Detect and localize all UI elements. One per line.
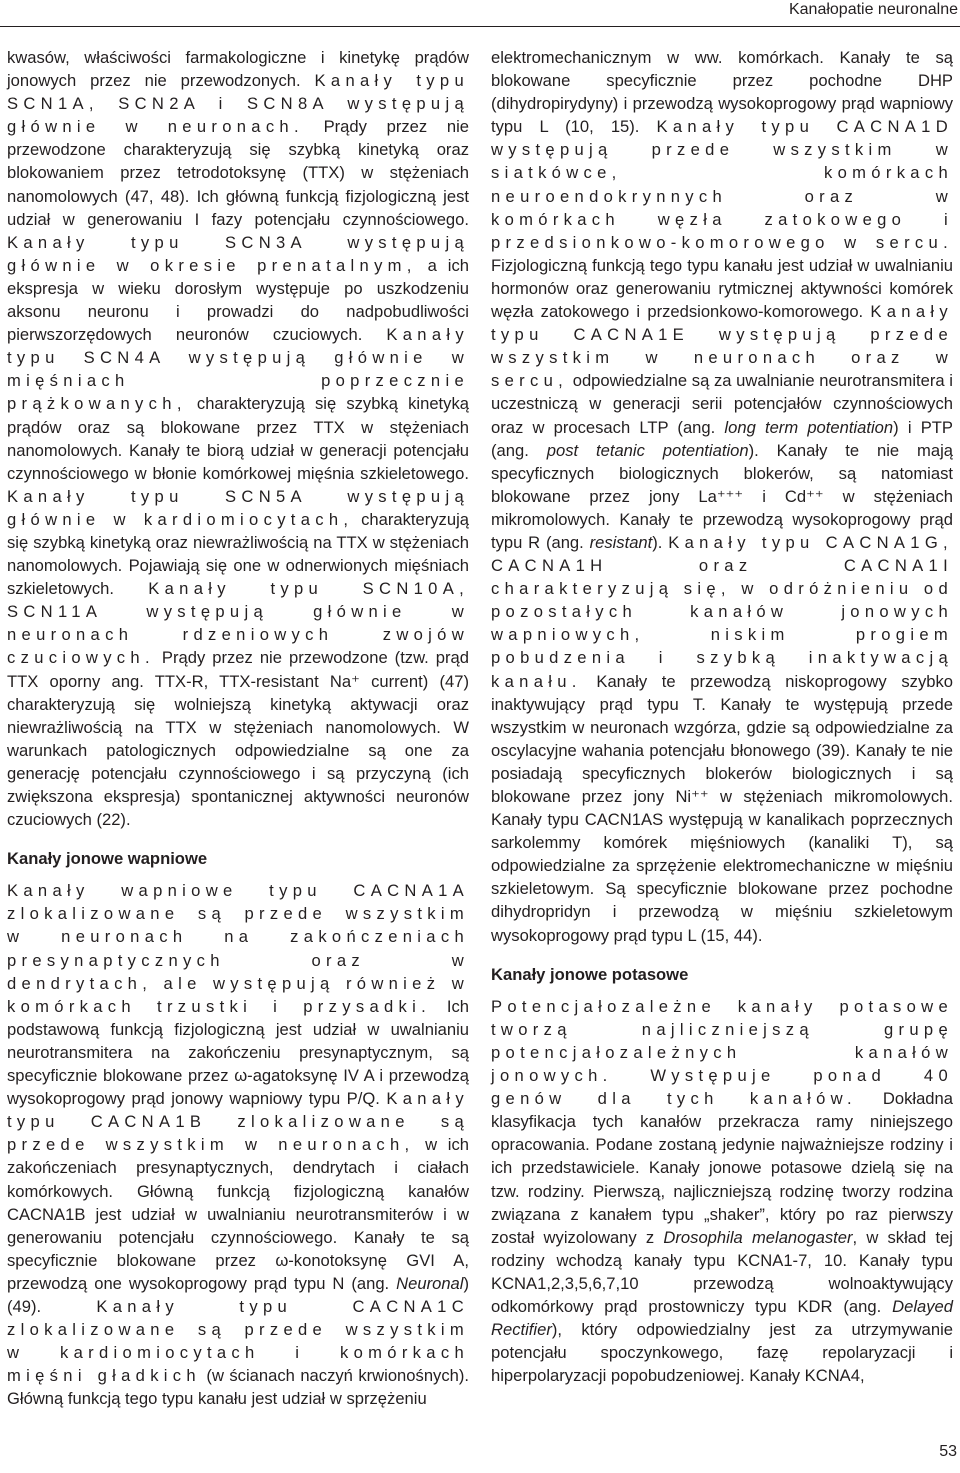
spaced-text: Potencjałozależne kanały potasowe tworzą najliczniejszą grupę potencjałozależnych kanałów jonowych. Występuje ponad 40 genów dla tych kanałów.: [491, 996, 953, 1109]
italic-text: Delayed Rectifier: [491, 1296, 953, 1340]
text-run: Ich podstawową funkcją fizjologiczną jest udział w uwalnianiu neurotransmitera na zakończeniu presynaptycznym, są specyficznie blokowane przez ω-agatoksynę IV A i przewodzą wysokoprogowy prąd jonowy wapniowy typu P/Q.: [7, 996, 470, 1109]
spaced-text: Kanały typu SCN5A występują głównie w kardiomiocytach,: [7, 486, 469, 529]
section-heading-potassium: Kanały jonowe potasowe: [491, 964, 689, 984]
spaced-text: Kanały typu CACNA1G, CACNA1H oraz CACNA1I charakteryzują się, w odróżnieniu od pozostałych kanałów jonowych wapniowych, niskim progiem pobudzenia i szybką inaktywacją kanału.: [491, 532, 953, 691]
spaced-text: Kanały typu SCN10A, SCN11A występują głównie w neuronach rdzeniowych zwojów czuciowych.: [7, 579, 469, 668]
section-heading-calcium: Kanały jonowe wapniowe: [7, 849, 208, 869]
spaced-text: Kanały typu SCN1A, SCN2A i SCN8A występują głównie w neuronach.: [7, 71, 469, 137]
text-run: Dokładna klasyfikacja tych kanałów przekracza ramy niniejszego opracowania. Podane zostaną jedynie najważniejsze rodziny i ich przedstawiciele. Kanały jonowe potasowe dzielą się na tzw. rodziny. Pierwszą, najliczniejszą rodzinę tworzy rodzina związana z kanałem typu „shaker”, który po raz pierwszy został wyizolowany z: [491, 1089, 953, 1247]
italic-text: resistant: [589, 532, 653, 552]
spaced-text: Kanały typu SCN3A występują głównie w okresie prenatalnym,: [7, 232, 469, 275]
spaced-text: Kanały typu SCN4A występują głównie w mięśniach poprzecznie prążkowanych,: [7, 325, 469, 414]
text-run: Prądy przez nie przewodzone charakteryzują się szybką kinetyką oraz blokowaniem przez tetrodotoksynę (TTX) w stężeniach nanomolowych (47, 48). Ich główną funkcją fizjologiczną jest udział w generowaniu I fazy potencjału czynnościowego.: [7, 117, 469, 229]
text-run: kwasów, właściwości farmakologiczne i kinetykę prądów jonowych przez nie przewodzonych.: [7, 48, 469, 91]
spaced-text: Kanały typu CACNA1E występują przede wszystkim w neuronach oraz w sercu,: [491, 302, 953, 391]
text-run: a ich ekspresja w wieku dorosłym występuje po uszkodzeniu aksonu neuronu i prowadzi do nadpobudliwości pierwszorzędowych neuronów czuciowych.: [7, 255, 469, 345]
text-run: Fizjologiczną funkcją tego typu kanału jest udział w uwalnianiu hormonów oraz generowaniu rytmicznej aktywności komórek węzła zatokowego i przedsionkowo-komorowego.: [491, 255, 953, 322]
text-run: (w ścianach naczyń krwionośnych). Główną funkcją tego typu kanału jest udział w sprzężeniu: [7, 1366, 470, 1409]
left-column: [7, 46, 469, 1410]
header-rule: [0, 26, 960, 27]
paragraph: [7, 46, 469, 831]
text-run: ). Kanały te nie mają specyficznych biologicznych blokerów, są natomiast blokowane przez jony La⁺⁺⁺ i Cd⁺⁺ w stężeniach mikromolowych. Kanały te przewodzą wysokoprogowy prąd typu R (ang.: [491, 440, 954, 552]
text-run: charakteryzują się szybką kinetyką prądów oraz są blokowane przez TTX w stężeniach nanomolowych. Kanały te biorą udział w generacji potencjału czynnościowego w błonie komórkowej mięśnia szkieletowego.: [7, 394, 469, 483]
paragraph: [491, 46, 953, 947]
page-number: 53: [939, 1443, 957, 1460]
text-run: elektromechanicznym w ww. komórkach. Kanały te są blokowane specyficznie przez pochodne DHP (dihydropirydyny) i przewodzą wysokoprogowy prąd wapniowy typu L (10, 15).: [491, 48, 953, 137]
paragraph: [7, 879, 469, 1410]
text-run: , w skład tej rodziny wchodzą kanały typu KCNA1-7, 10. Kanały typu KCNA1,2,3,5,6,7,10 przewodzą wolnoaktywujący odkomórkowy prąd prostowniczy typu KDR (ang.: [491, 1227, 953, 1316]
text-run: ) (49).: [7, 1273, 469, 1316]
running-header: Kanałopatie neuronalne: [788, 1, 958, 18]
text-run: ).: [652, 532, 669, 552]
text-run: ), który odpowiedzialny jest za utrzymywanie potencjału spoczynkowego, fazę repolaryzacji i hiperpolaryzacji popobudzeniowej. Kanały KCNA4,: [491, 1320, 953, 1386]
text-run: ) i PTP (ang.: [491, 417, 953, 460]
spaced-text: Kanały typu CACNA1C zlokalizowane są przede wszystkim w kardiomiocytach i komórkach mięśni gładkich: [7, 1296, 469, 1386]
right-column: [491, 46, 953, 1387]
spaced-text: Kanały wapniowe typu CACNA1A zlokalizowane są przede wszystkim w neuronach na zakończeniach presynaptycznych oraz w dendrytach, ale występują również w komórkach trzustki i przysadki.: [7, 881, 469, 1016]
text-run: w ich zakończeniach presynaptycznych, dendrytach i ciałach komórkowych. Główną funkcją fizjologiczną kanałów CACNA1B jest udział w uwalnianiu neurotransmiterów i w generowaniu potencjału czynnościowego. Kanały te są specyficznie blokowane przez ω-konotoksynę GVI A, przewodzą one wysokoprogowy prąd typu N (ang.: [7, 1135, 469, 1293]
text-run: odpowiedzialne są za uwalnianie neurotransmitera i uczestniczą w generacji serii potencjałów czynnościowych oraz w procesach LTP (ang.: [491, 371, 953, 437]
spaced-text: Kanały typu CACNA1B zlokalizowane są przede wszystkim w neuronach,: [7, 1089, 469, 1155]
italic-text: Drosophila melanogaster: [663, 1227, 853, 1247]
italic-text: post tetanic potentiation: [546, 440, 749, 460]
italic-text: long term potentiation: [724, 417, 894, 437]
text-run: Prądy przez nie przewodzone (tzw. prąd TTX oporny ang. TTX-R, TTX-resistant Na⁺ current) (47) charakteryzują się wolniejszą kinetyką aktywacji oraz niewrażliwością na TTX w stężeniach nanomolowych. W warunkach patologicznych odpowiedzialne są one za generację potencjału czynnościowego i są przyczyną (ich zwiększona ekspresja) spontanicznej aktywności neuronów czuciowych (22).: [7, 648, 469, 830]
text-run: Kanały te przewodzą niskoprogowy szybko inaktywujący prąd typu T. Kanały te występują przede wszystkim w neuronach wzgórza, gdzie są odpowiedzialne za oscylacyjne wahania potencjału błonowego (39). Kanały te nie posiadają specyficznych blokerów biologicznych i są blokowane przez jony Ni⁺⁺ w stężeniach mikromolowych. Kanały typu CACN1AS występują w kanalikach poprzecznych sarkolemmy komórek mięśniowych (kanaliki T), są odpowiedzialne za sprzężenie elektromechaniczne w mięśniu szkieletowym. Są specyficznie blokowane przez pochodne dihydropridyn i przewodzą w mięśniu szkieletowym wysokoprogowy prąd typu L (15, 44).: [491, 671, 953, 945]
text-run: charakteryzują się szybką kinetyką oraz niewrażliwością na TTX w stężeniach nanomolowych. Pojawiają się one w odnerwionych mięśniach szkieletowych.: [7, 509, 469, 599]
paragraph: [491, 995, 953, 1388]
spaced-text: Kanały typu CACNA1D występują przede wszystkim w siatkówce, komórkach neuroendokrynnych oraz w komórkach węzła zatokowego i przedsionkowo-komorowego w sercu.: [491, 117, 953, 252]
italic-text: Neuronal: [396, 1273, 464, 1293]
